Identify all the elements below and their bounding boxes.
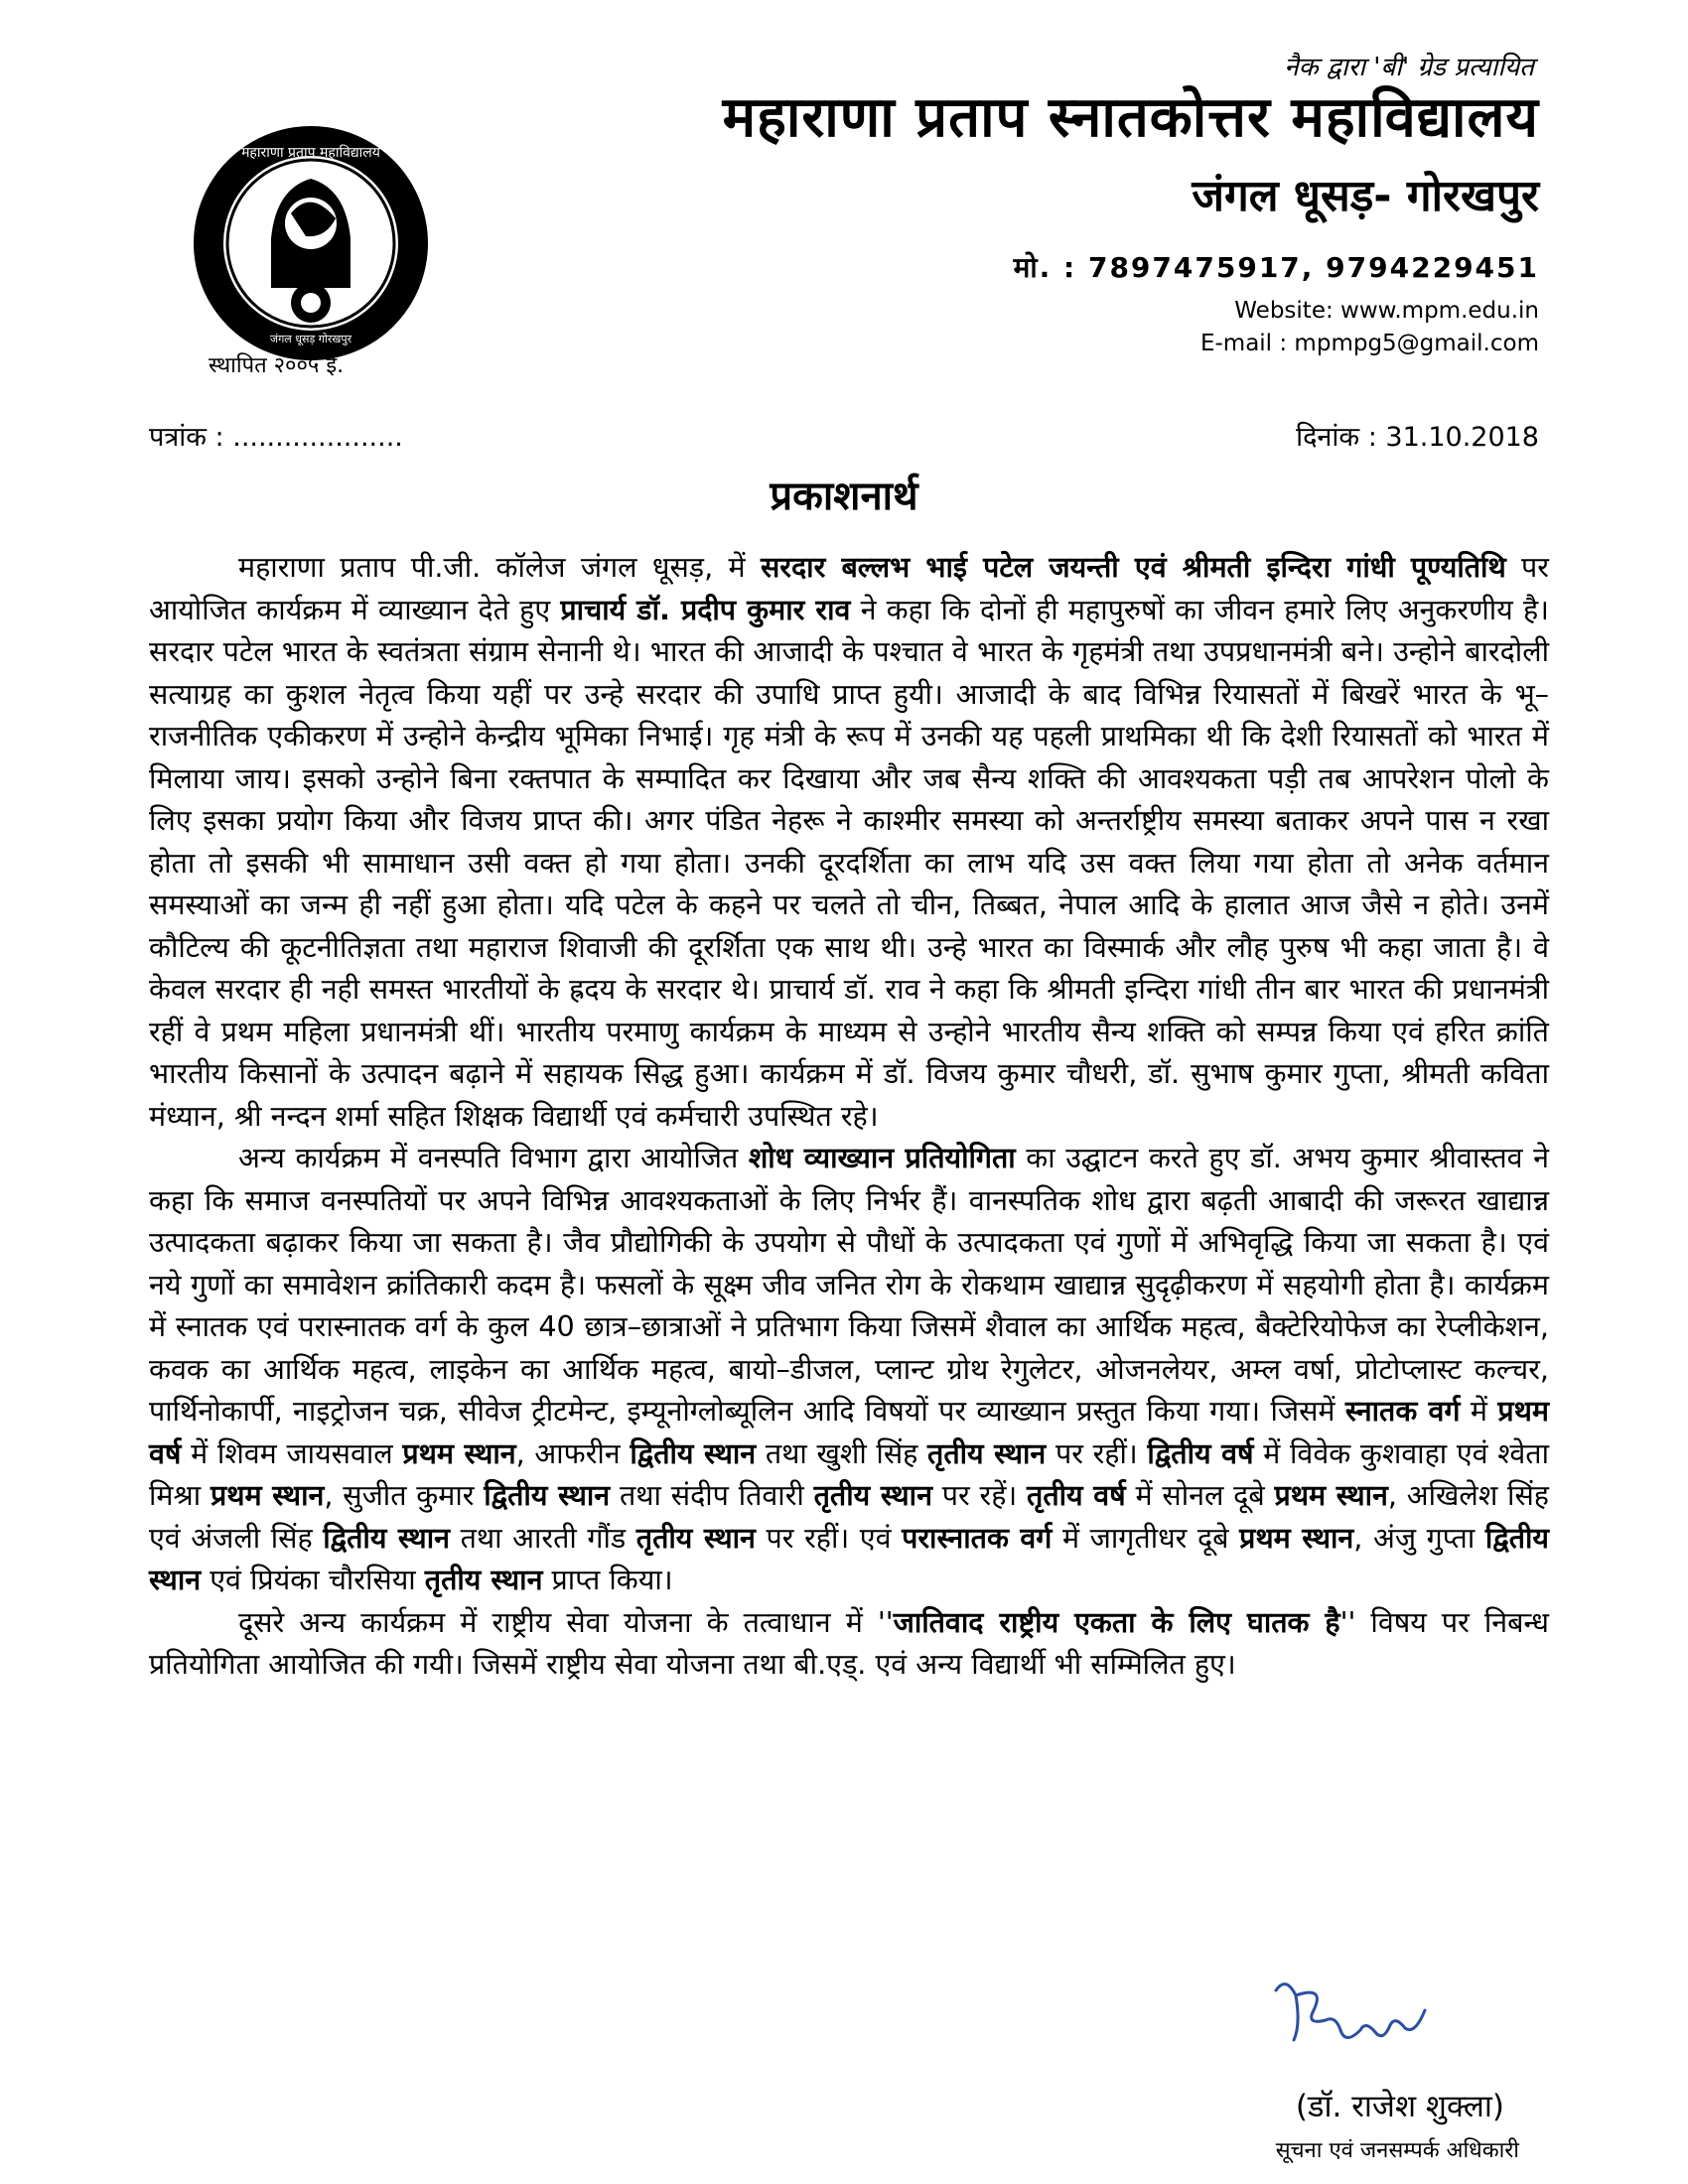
contact-phone: मो. : 7897475917, 9794229451	[1013, 251, 1539, 284]
press-release-body	[149, 546, 1549, 1686]
svg-text:महाराणा प्रताप महाविद्यालय: महाराणा प्रताप महाविद्यालय	[241, 145, 380, 161]
college-location: जंगल धूसड़- गोरखपुर	[1192, 171, 1539, 221]
svg-text:जंगल धूसड़ गोरखपुर: जंगल धूसड़ गोरखपुर	[269, 333, 352, 345]
accreditation-note: नैक द्वारा 'बी' ग्रेड प्रत्यायित	[1284, 53, 1534, 82]
handwritten-signature	[1266, 1971, 1435, 2060]
page-title: प्रकाशनार्थ	[770, 474, 918, 519]
letterhead	[0, 0, 1688, 397]
college-name: महाराणा प्रताप स्नातकोत्तर महाविद्यालय	[722, 85, 1539, 150]
reference-row	[149, 417, 1539, 457]
paragraph-3: दूसरे अन्य कार्यक्रम में राष्ट्रीय सेवा योजना के तत्वाधान में ''जातिवाद राष्ट्रीय एकता के लिए घातक है'' विषय पर निबन्ध प्रतियोगिता आयोजित की गयी। जिसमें राष्ट्रीय सेवा योजना तथा बी.एड्. एवं अन्य विद्यार्थी भी सम्मिलित हुए।	[149, 1604, 1550, 1681]
paragraph-2: अन्य कार्यक्रम में वनस्पति विभाग द्वारा आयोजित शोध व्याख्यान प्रतियोगिता का उद्घाटन करते हुए डॉ. अभय कुमार श्रीवास्तव ने कहा कि समाज वनस्पतियों पर अपने विभिन्न आवश्यकताओं के लिए निर्भर हैं। वानस्पतिक शोध द्वारा बढ़ती आबादी की जरूरत खाद्यान्न उत्पादकता बढ़ाकर किया जा सकता है। जैव प्रौद्योगिकी के उपयोग से पौधों के उत्पादकता एवं गुणों में अभिवृद्धि किया जा सकता है। एवं नये गुणों का समावेशन क्रांतिकारी कदम है। फसलों के सूक्ष्म जीव जनित रोग के रोकथाम खाद्यान्न सुदृढ़ीकरण में सहयोगी होता है। कार्यक्रम में स्नातक एवं परास्नातक वर्ग के कुल 40 छात्र–छात्राओं ने प्रतिभाग किया जिसमें शैवाल का आर्थिक महत्व, बैक्टेरियोफेज का रेप्लीकेशन, कवक का आर्थिक महत्व, लाइकेन का आर्थिक महत्व, बायो–डीजल, प्लान्ट ग्रोथ रेगुलेटर, ओजनलेयर, अम्ल वर्षा, प्रोटोप्लास्ट कल्चर, पार्थिनोकार्पी, नाइट्रोजन चक्र, सीवेज ट्रीटमेन्ट, इम्यूनोग्लोब्यूलिन आदि विषयों पर व्याख्यान प्रस्तुत किया गया। जिसमें स्नातक वर्ग में प्रथम वर्ष में शिवम जायसवाल प्रथम स्थान, आफरीन द्वितीय स्थान तथा खुशी सिंह तृतीय स्थान पर रहीं। द्वितीय वर्ष में विवेक कुशवाहा एवं श्वेता मिश्रा प्रथम स्थान, सुजीत कुमार द्वितीय स्थान तथा संदीप तिवारी तृतीय स्थान पर रहें। तृतीय वर्ष में सोनल दूबे प्रथम स्थान, अखिलेश सिंह एवं अंजली सिंह द्वितीय स्थान तथा आरती गौंड तृतीय स्थान पर रहीं। एवं परास्नातक वर्ग में जागृतीधर दूबे प्रथम स्थान, अंजु गुप्ता द्वितीय स्थान एवं प्रियंका चौरसिया तृतीय स्थान प्राप्त किया।	[149, 1141, 1550, 1596]
college-logo-icon	[187, 119, 435, 367]
letter-date: दिनांक : 31.10.2018	[1296, 422, 1539, 453]
contact-website: Website: www.mpm.edu.in	[1234, 298, 1539, 324]
paragraph-1: महाराणा प्रताप पी.जी. कॉलेज जंगल धूसड़, में सरदार बल्लभ भाई पटेल जयन्ती एवं श्रीमती इन्दिरा गांधी पूण्यतिथि पर आयोजित कार्यक्रम में व्याख्यान देते हुए प्राचार्य डॉ. प्रदीप कुमार राव ने कहा कि दोनों ही महापुरुषों का जीवन हमारे लिए अनुकरणीय है। सरदार पटेल भारत के स्वतंत्रता संग्राम सेनानी थे। भारत की आजादी के पश्चात वे भारत के गृहमंत्री तथा उपप्रधानमंत्री बने। उन्होने बारदोली सत्याग्रह का कुशल नेतृत्व किया यहीं पर उन्हे सरदार की उपाधि प्राप्त हुयी। आजादी के बाद विभिन्न रियासतों में बिखरें भारत के भू–राजनीतिक एकीकरण में उन्होने केन्द्रीय भूमिका निभाई। गृह मंत्री के रूप में उनकी यह पहली प्राथमिका थी कि देशी रियासतों को भारत में मिलाया जाय। इसको उन्होने बिना रक्तपात के सम्पादित कर दिखाया और जब सैन्य शक्ति की आवश्यकता पड़ी तब आपरेशन पोलो के लिए इसका प्रयोग किया और विजय प्राप्त की। अगर पंडित नेहरू ने काश्मीर समस्या को अन्तर्राष्ट्रीय समस्या बताकर अपने पास न रखा होता तो इसकी भी सामाधान उसी वक्त हो गया होता। उनकी दूरदर्शिता का लाभ यदि उस वक्त लिया गया होता तो अनेक वर्तमान समस्याओं का जन्म ही नहीं हुआ होता। यदि पटेल के कहने पर चलते तो चीन, तिब्बत, नेपाल आदि के हालात आज जैसे न होते। उनमें कौटिल्य की कूटनीतिज्ञता तथा महाराज शिवाजी की दूरर्शिता एक साथ थी। उन्हे भारत का विस्मार्क और लौह पुरुष भी कहा जाता है। वे केवल सरदार ही नही समस्त भारतीयों के ह्रदय के सरदार थे। प्राचार्य डॉ. राव ने कहा कि श्रीमती इन्दिरा गांधी तीन बार भारत की प्रधानमंत्री रहीं वे प्रथम महिला प्रधानमंत्री थीं। भारतीय परमाणु कार्यक्रम के माध्यम से उन्होने भारतीय सैन्य शक्ति को सम्पन्न किया एवं हरित क्रांति भारतीय किसानों के उत्पादन बढ़ाने में सहायक सिद्ध हुआ। कार्यक्रम में डॉ. विजय कुमार चौधरी, डॉ. सुभाष कुमार गुप्ता, श्रीमती कविता मंध्यान, श्री नन्दन शर्मा सहित शिक्षक विद्यार्थी एवं कर्मचारी उपस्थित रहे।	[149, 550, 1549, 1133]
signatory-name: (डॉ. राजेश शुक्ला)	[1295, 2089, 1504, 2124]
signatory-designation: सूचना एवं जनसम्पर्क अधिकारी	[1275, 2138, 1519, 2163]
letter-number: पत्रांक : ....................	[149, 422, 403, 453]
contact-email: E-mail : mpmpg5@gmail.com	[1199, 331, 1539, 356]
established-year: स्थापित २००५ ई.	[209, 353, 345, 378]
